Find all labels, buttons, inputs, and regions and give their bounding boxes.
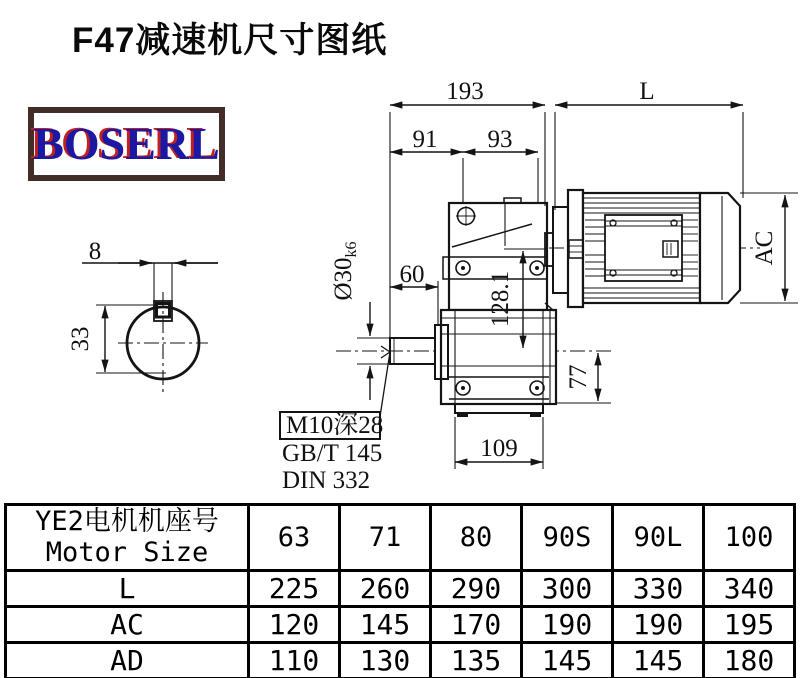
dimension-table <box>4 503 796 678</box>
boserl-logo-text: BOSERL <box>33 118 220 169</box>
dim-77-label: 77 <box>565 364 592 390</box>
page-title: F47减速机尺寸图纸 <box>72 21 388 60</box>
dim-L-label: L <box>639 78 655 105</box>
dim-91-label: 91 <box>412 126 438 153</box>
table-cell: 260 <box>340 570 431 606</box>
column-header-100: 100 <box>704 505 795 571</box>
dim-key-height-label: 33 <box>67 326 94 352</box>
motor-flange <box>568 190 583 307</box>
tap-hole-note <box>280 346 390 494</box>
table-cell: 135 <box>431 642 522 678</box>
table-row-AC <box>6 606 795 642</box>
note-gbt: GB/T 145 <box>282 440 383 467</box>
table-cell: 190 <box>522 606 613 642</box>
shaft-section-view <box>67 238 218 392</box>
table-cell: 180 <box>704 642 795 678</box>
table-cell: 330 <box>613 570 704 606</box>
table-row-AD <box>6 642 795 678</box>
table-cell: 190 <box>613 606 704 642</box>
dim-60-label: 60 <box>399 261 425 288</box>
table-cell: 145 <box>340 606 431 642</box>
table-header-en: Motor Size <box>45 537 209 569</box>
table-cell: 290 <box>431 570 522 606</box>
table-cell: 110 <box>249 642 340 678</box>
table-cell: 145 <box>613 642 704 678</box>
column-header-90s: 90S <box>522 505 613 571</box>
dim-key-width-label: 8 <box>88 238 102 265</box>
table-row-L <box>6 570 795 606</box>
table-cell: 195 <box>704 606 795 642</box>
note-tap: M10深28 <box>286 412 384 439</box>
dim-109-label: 109 <box>480 435 518 462</box>
table-cell: 340 <box>704 570 795 606</box>
dim-shaft-diameter-label: $Ø30_{k6}$ <box>330 241 360 301</box>
column-header-90l: 90L <box>613 505 704 571</box>
column-header-80: 80 <box>431 505 522 571</box>
dim-128-label: 128.1 <box>487 270 514 328</box>
motor-view <box>545 190 740 307</box>
row-label-L: L <box>6 570 249 606</box>
dim-AC-label: AC <box>751 230 778 266</box>
row-label-AD: AD <box>6 642 249 678</box>
table-cell: 130 <box>340 642 431 678</box>
column-header-63: 63 <box>249 505 340 571</box>
table-cell: 225 <box>249 570 340 606</box>
dim-193-label: 193 <box>446 78 484 105</box>
table-cell: 145 <box>522 642 613 678</box>
table-cell: 300 <box>522 570 613 606</box>
table-cell: 120 <box>249 606 340 642</box>
column-header-71: 71 <box>340 505 431 571</box>
motor-fan-cowl <box>700 193 740 303</box>
dim-93-label: 93 <box>487 126 513 153</box>
row-label-AC: AC <box>6 606 249 642</box>
table-cell: 170 <box>431 606 522 642</box>
table-header-cn: YE2电机机座号 <box>35 506 219 537</box>
note-din: DIN 332 <box>282 467 371 494</box>
table-header-motor-size <box>6 505 249 571</box>
